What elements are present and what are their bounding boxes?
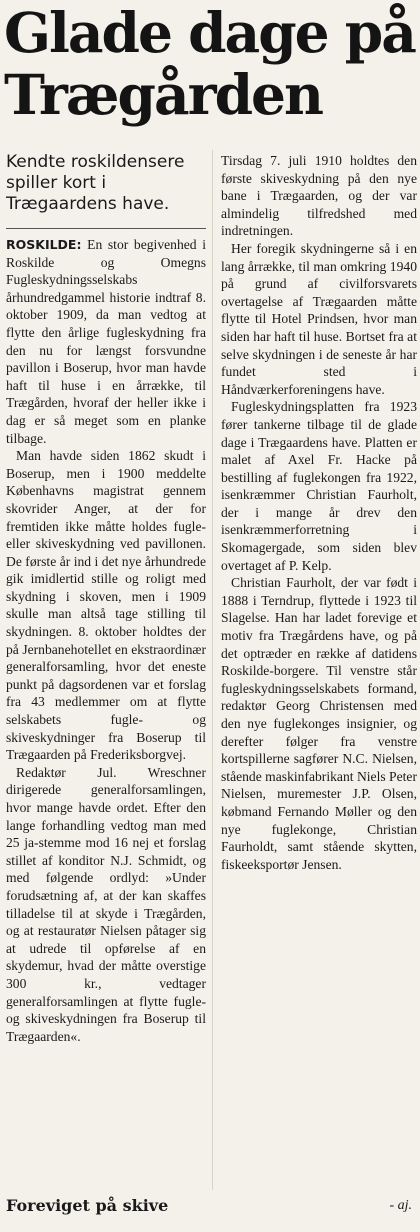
paragraph: Fugleskydningsplatten fra 1923 fører tankerne tilbage til de glade dage i Trægaardens have. Platten er malet af Axel Fr. Hacke på bestilling af fuglekongen fra 1922, isenkræmmer Christian Faurholt, der i mange år drev den isenkræmmerforretning i Skomagergade, som siden blev overtaget af P. Kelp. bbox=[221, 399, 417, 573]
paragraph: Christian Faurholt, der var født i 1888 i Terndrup, flyttede i 1923 til Slagelse. Han har ladet forevige et motiv fra Trægårdens have, og på det optræder en række af datidens Roskilde-borgere. Til venstre står fugleskydningsselskabets formand, redaktør Georg Christensen med den nye fuglekonges insignier, og derefter følger fra venstre kortspillerne sagfører N.C. Nielsen, stående maskinfabrikant Niels Peter Nielsen, muremester J.P. Olsen, købmand Fernando Møller og den nye fuglekonge, Christian Faurholdt, samt stående skytten, fiskeeksportør Jensen. bbox=[221, 575, 417, 872]
headline: Glade dage på Trægården bbox=[4, 0, 415, 127]
right-column bbox=[221, 152, 417, 873]
paragraph: Her foregik skydningerne så i en lang årrække, til man omkring 1940 på grund af civilforsvarets overtagelse af Trægaarden måtte flytte til Hotel Prindsen, hvor man siden har haft til huse. Bortset fra at selve skydningen i de seneste år har fundet sted i Håndværkerforeningens have. bbox=[221, 240, 417, 397]
paragraph: Man havde siden 1862 skudt i Boserup, men i 1900 meddelte Københavns magistrat gennem skovrider Anger, at der for fremtiden ikke måtte holdes fugle- eller skiveskydning ved pavillonen. De første år ind i det nye århundrede gik imidlertid stille og roligt med skydning i skoven, men i 1909 skulle man altså tage stilling til skydningen. 8. oktober holdtes der på Jernbanehotellet en ekstraordinær generalforsamling, hvor det eneste punkt på dagsordenen var et forslag fra 43 medlemmer om at flytte selskabets fugle- og skiveskydninger fra Boserup til Trægaarden på Frederiksborgvej. bbox=[6, 448, 206, 763]
deck: Kendte roskildensere spiller kort i Trægaardens have. bbox=[6, 152, 185, 214]
deck-rule bbox=[6, 228, 206, 229]
byline: - aj. bbox=[389, 1198, 412, 1213]
paragraph bbox=[6, 236, 206, 447]
left-column bbox=[6, 236, 206, 1045]
dateline: ROSKILDE: bbox=[6, 237, 82, 252]
column-divider bbox=[212, 150, 213, 1190]
paragraph: Redaktør Jul. Wreschner dirigerede generalforsamlingen, hvor mange havde ordet. Efter den lange forhandling vedtog man med 25 ja-stemme mod 16 nej et forslag stillet af konditor N.J. Schmidt, og med følgende ordlyd: »Under forudsætning af, at der kan skaffes tilladelse til at skyde i Trægården, og at restauratør Nielsen påtager sig at udrede til opførelse af en skydemur, hvad der måtte overstige 300 kr., vedtager generalforsamlingen at flytte fugle- og skiveskydningen fra Boserup til Trægaarden«. bbox=[6, 764, 206, 1044]
section-heading: Foreviget på skive bbox=[6, 1196, 169, 1215]
paragraph: Tirsdag 7. juli 1910 holdtes den første skiveskydning på den nye bane i Trægaarden, og der var almindelig tilfredshed med indretningen. bbox=[221, 153, 417, 239]
paragraph-text: En stor begivenhed i Roskilde og Omegns Fugleskydningsselskabs århundredgammel historie indtraf 8. oktober 1909, da man vedtog at flytte den årlige fugleskydning fra den nu for længst forsvundne pavillon i Boserup, hvor man havde haft til huse i en årrække, til Trægården, hvoraf der heller ikke i dag er så meget som en planke tilbage. bbox=[6, 237, 207, 446]
